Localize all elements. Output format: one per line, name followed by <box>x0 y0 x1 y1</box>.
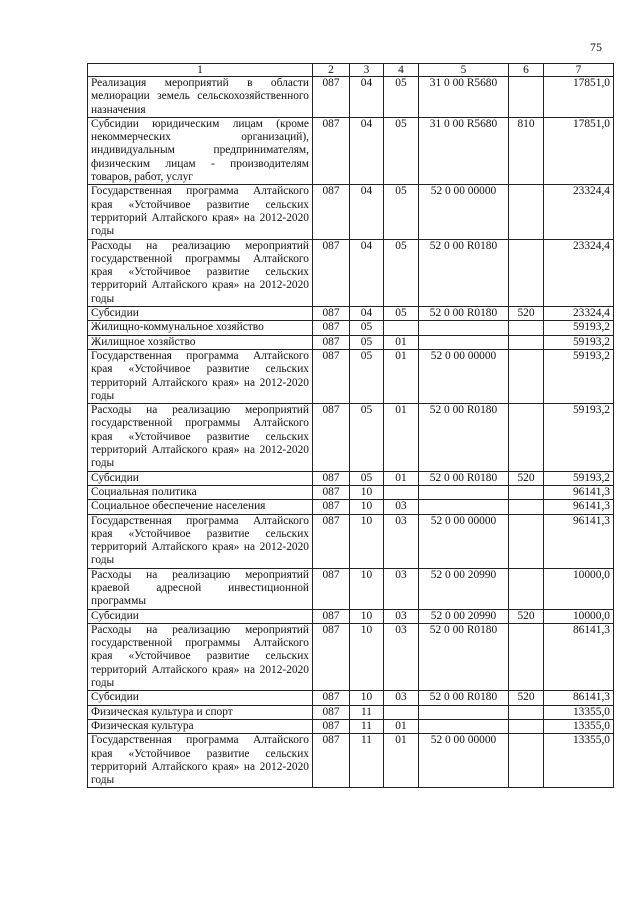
table-row <box>88 321 614 335</box>
item-name: Субсидии <box>88 691 313 705</box>
subsection-code: 03 <box>384 500 419 514</box>
table-row <box>88 623 614 690</box>
item-name: Расходы на реализацию мероприятий государственной программы Алтайского края «Устойчивое развитие сельских территорий Алтайского края» на 2012-2020 годы <box>88 623 313 690</box>
target-article-code <box>419 335 509 349</box>
ministry-code: 087 <box>313 568 350 609</box>
ministry-code: 087 <box>313 77 350 118</box>
expense-type-code <box>509 500 544 514</box>
amount: 59193,2 <box>544 471 614 485</box>
item-name: Расходы на реализацию мероприятий государственной программы Алтайского края «Устойчивое развитие сельских территорий Алтайского края» на 2012-2020 годы <box>88 239 313 306</box>
item-name: Социальная политика <box>88 485 313 499</box>
amount: 59193,2 <box>544 349 614 403</box>
amount: 96141,3 <box>544 500 614 514</box>
expense-type-code: 520 <box>509 691 544 705</box>
item-name: Физическая культура <box>88 719 313 733</box>
ministry-code: 087 <box>313 691 350 705</box>
ministry-code: 087 <box>313 239 350 306</box>
ministry-code: 087 <box>313 349 350 403</box>
table-row <box>88 485 614 499</box>
table-row <box>88 568 614 609</box>
target-article-code <box>419 705 509 719</box>
section-code: 04 <box>350 117 384 184</box>
section-code: 10 <box>350 623 384 690</box>
amount: 23324,4 <box>544 185 614 239</box>
section-code: 11 <box>350 705 384 719</box>
expense-type-code <box>509 349 544 403</box>
section-code: 10 <box>350 568 384 609</box>
expense-type-code <box>509 239 544 306</box>
ministry-code: 087 <box>313 335 350 349</box>
subsection-code: 01 <box>384 734 419 788</box>
amount: 13355,0 <box>544 734 614 788</box>
target-article-code: 52 0 00 00000 <box>419 185 509 239</box>
expense-type-code <box>509 623 544 690</box>
amount: 23324,4 <box>544 239 614 306</box>
subsection-code: 01 <box>384 719 419 733</box>
section-code: 04 <box>350 77 384 118</box>
subsection-code: 01 <box>384 404 419 471</box>
ministry-code: 087 <box>313 185 350 239</box>
section-code: 10 <box>350 500 384 514</box>
expense-type-code <box>509 514 544 568</box>
ministry-code: 087 <box>313 117 350 184</box>
table-row <box>88 349 614 403</box>
target-article-code: 52 0 00 00000 <box>419 734 509 788</box>
subsection-code: 03 <box>384 568 419 609</box>
expense-type-code: 520 <box>509 307 544 321</box>
target-article-code: 31 0 00 R5680 <box>419 77 509 118</box>
section-code: 10 <box>350 691 384 705</box>
item-name: Государственная программа Алтайского края «Устойчивое развитие сельских территорий Алтайского края» на 2012-2020 годы <box>88 185 313 239</box>
section-code: 05 <box>350 471 384 485</box>
subsection-code: 01 <box>384 349 419 403</box>
table-row <box>88 335 614 349</box>
ministry-code: 087 <box>313 471 350 485</box>
target-article-code: 52 0 00 R0180 <box>419 239 509 306</box>
amount: 59193,2 <box>544 404 614 471</box>
amount: 86141,3 <box>544 691 614 705</box>
expense-type-code <box>509 77 544 118</box>
column-header: 3 <box>350 64 384 77</box>
subsection-code: 05 <box>384 307 419 321</box>
ministry-code: 087 <box>313 500 350 514</box>
target-article-code: 52 0 00 00000 <box>419 514 509 568</box>
amount: 13355,0 <box>544 719 614 733</box>
item-name: Государственная программа Алтайского края «Устойчивое развитие сельских территорий Алтайского края» на 2012-2020 годы <box>88 349 313 403</box>
ministry-code: 087 <box>313 719 350 733</box>
column-header: 2 <box>313 64 350 77</box>
section-code: 05 <box>350 404 384 471</box>
column-header: 1 <box>88 64 313 77</box>
amount: 23324,4 <box>544 307 614 321</box>
section-code: 05 <box>350 321 384 335</box>
target-article-code <box>419 485 509 499</box>
amount: 59193,2 <box>544 321 614 335</box>
column-header: 7 <box>544 64 614 77</box>
table-row <box>88 500 614 514</box>
target-article-code: 52 0 00 R0180 <box>419 404 509 471</box>
ministry-code: 087 <box>313 705 350 719</box>
expense-type-code <box>509 719 544 733</box>
column-header: 4 <box>384 64 419 77</box>
section-code: 10 <box>350 609 384 623</box>
expense-type-code <box>509 568 544 609</box>
target-article-code: 52 0 00 20990 <box>419 609 509 623</box>
amount: 17851,0 <box>544 117 614 184</box>
table-row <box>88 117 614 184</box>
ministry-code: 087 <box>313 321 350 335</box>
target-article-code: 52 0 00 00000 <box>419 349 509 403</box>
item-name: Субсидии <box>88 307 313 321</box>
subsection-code <box>384 705 419 719</box>
section-code: 05 <box>350 335 384 349</box>
amount: 59193,2 <box>544 335 614 349</box>
table-row <box>88 239 614 306</box>
item-name: Государственная программа Алтайского края «Устойчивое развитие сельских территорий Алтайского края» на 2012-2020 годы <box>88 514 313 568</box>
expense-type-code <box>509 404 544 471</box>
subsection-code: 05 <box>384 77 419 118</box>
budget-table <box>87 63 614 788</box>
item-name: Физическая культура и спорт <box>88 705 313 719</box>
item-name: Субсидии юридическим лицам (кроме некоммерческих организаций), индивидуальным предпринимателям, физическим лицам - производителям товаров, работ, услуг <box>88 117 313 184</box>
subsection-code: 03 <box>384 691 419 705</box>
amount: 10000,0 <box>544 568 614 609</box>
item-name: Государственная программа Алтайского края «Устойчивое развитие сельских территорий Алтайского края» на 2012-2020 годы <box>88 734 313 788</box>
page-number: 75 <box>590 40 602 54</box>
table-row <box>88 734 614 788</box>
amount: 96141,3 <box>544 485 614 499</box>
table-row <box>88 307 614 321</box>
expense-type-code: 810 <box>509 117 544 184</box>
table-row <box>88 471 614 485</box>
expense-type-code: 520 <box>509 609 544 623</box>
header-row <box>88 64 614 77</box>
expense-type-code <box>509 734 544 788</box>
table-row <box>88 404 614 471</box>
item-name: Расходы на реализацию мероприятий государственной программы Алтайского края «Устойчивое развитие сельских территорий Алтайского края» на 2012-2020 годы <box>88 404 313 471</box>
amount: 13355,0 <box>544 705 614 719</box>
target-article-code <box>419 719 509 733</box>
subsection-code <box>384 321 419 335</box>
section-code: 10 <box>350 485 384 499</box>
target-article-code: 52 0 00 R0180 <box>419 307 509 321</box>
subsection-code: 03 <box>384 514 419 568</box>
item-name: Социальное обеспечение населения <box>88 500 313 514</box>
target-article-code: 52 0 00 20990 <box>419 568 509 609</box>
target-article-code: 52 0 00 R0180 <box>419 623 509 690</box>
column-header: 6 <box>509 64 544 77</box>
subsection-code: 05 <box>384 239 419 306</box>
expense-type-code <box>509 321 544 335</box>
ministry-code: 087 <box>313 734 350 788</box>
expense-type-code <box>509 705 544 719</box>
section-code: 04 <box>350 239 384 306</box>
target-article-code: 52 0 00 R0180 <box>419 471 509 485</box>
target-article-code: 31 0 00 R5680 <box>419 117 509 184</box>
subsection-code: 03 <box>384 609 419 623</box>
amount: 10000,0 <box>544 609 614 623</box>
subsection-code: 03 <box>384 623 419 690</box>
table-row <box>88 609 614 623</box>
subsection-code: 05 <box>384 185 419 239</box>
expense-type-code <box>509 335 544 349</box>
ministry-code: 087 <box>313 485 350 499</box>
target-article-code: 52 0 00 R0180 <box>419 691 509 705</box>
target-article-code <box>419 321 509 335</box>
section-code: 11 <box>350 719 384 733</box>
table-row <box>88 691 614 705</box>
section-code: 11 <box>350 734 384 788</box>
table-row <box>88 705 614 719</box>
table-row <box>88 514 614 568</box>
section-code: 04 <box>350 307 384 321</box>
amount: 17851,0 <box>544 77 614 118</box>
amount: 86141,3 <box>544 623 614 690</box>
table-row <box>88 185 614 239</box>
expense-type-code: 520 <box>509 471 544 485</box>
column-header: 5 <box>419 64 509 77</box>
item-name: Реализация мероприятий в области мелиорации земель сельскохозяйственного назначения <box>88 77 313 118</box>
item-name: Субсидии <box>88 471 313 485</box>
item-name: Жилищно-коммунальное хозяйство <box>88 321 313 335</box>
item-name: Жилищное хозяйство <box>88 335 313 349</box>
ministry-code: 087 <box>313 623 350 690</box>
expense-type-code <box>509 485 544 499</box>
ministry-code: 087 <box>313 609 350 623</box>
amount: 96141,3 <box>544 514 614 568</box>
subsection-code: 01 <box>384 335 419 349</box>
section-code: 04 <box>350 185 384 239</box>
subsection-code <box>384 485 419 499</box>
subsection-code: 01 <box>384 471 419 485</box>
section-code: 05 <box>350 349 384 403</box>
item-name: Субсидии <box>88 609 313 623</box>
item-name: Расходы на реализацию мероприятий краевой адресной инвестиционной программы <box>88 568 313 609</box>
ministry-code: 087 <box>313 307 350 321</box>
table-row <box>88 719 614 733</box>
target-article-code <box>419 500 509 514</box>
ministry-code: 087 <box>313 404 350 471</box>
table-row <box>88 77 614 118</box>
ministry-code: 087 <box>313 514 350 568</box>
subsection-code: 05 <box>384 117 419 184</box>
section-code: 10 <box>350 514 384 568</box>
expense-type-code <box>509 185 544 239</box>
